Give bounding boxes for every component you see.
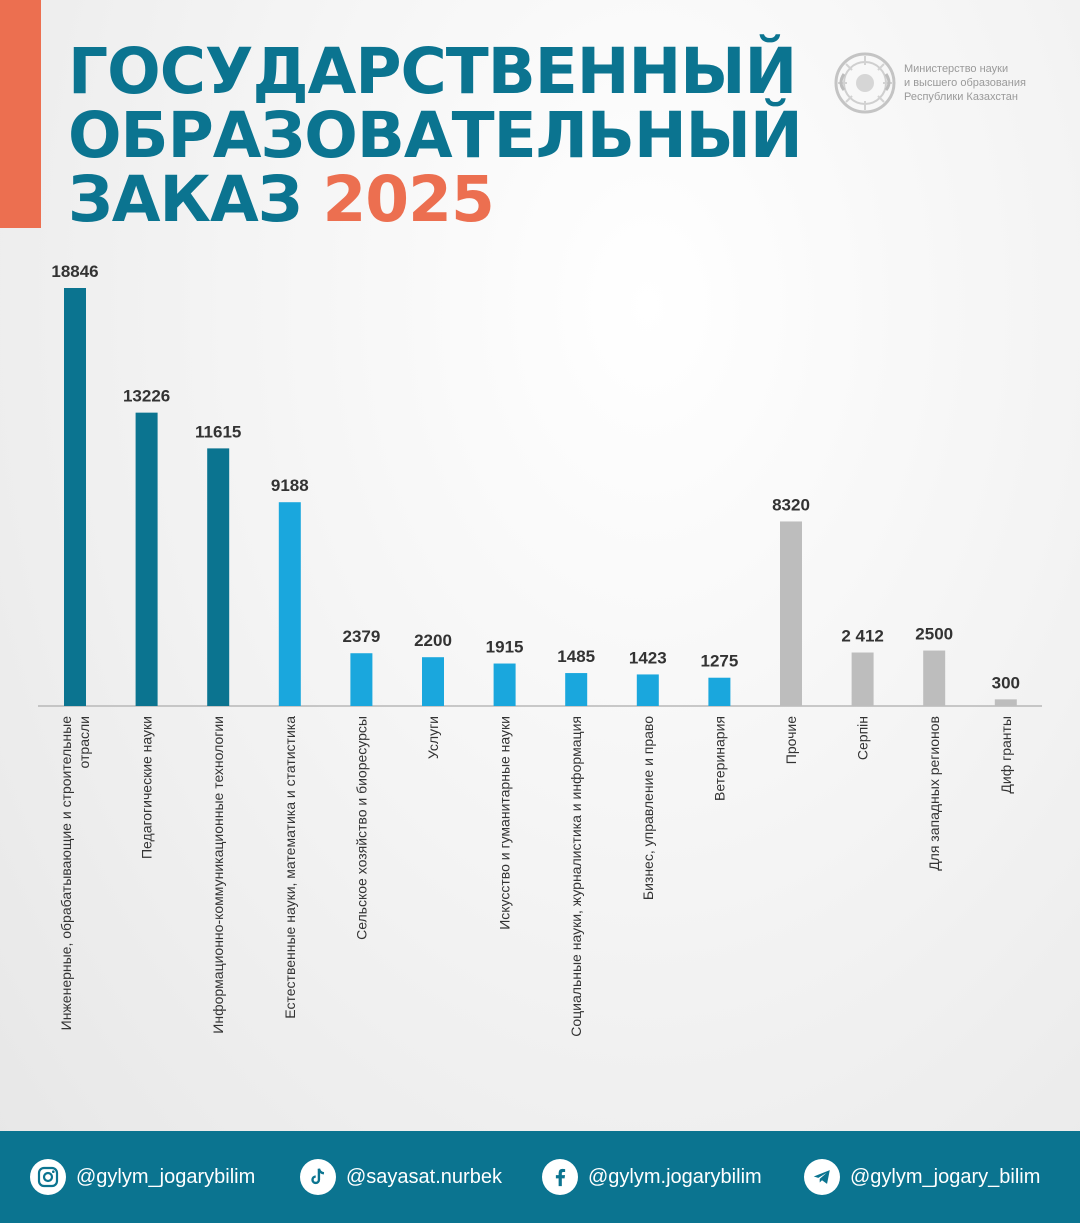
- bar: [494, 664, 516, 706]
- title-line-1: ГОСУДАРСТВЕННЫЙ: [68, 35, 797, 108]
- bar: [708, 678, 730, 706]
- category-label: Искусство и гуманитарные науки: [496, 716, 513, 930]
- bar: [852, 653, 874, 706]
- ministry-line-2: и высшего образования: [904, 77, 1026, 89]
- title-line-2: ОБРАЗОВАТЕЛЬНЫЙ: [68, 99, 802, 172]
- data-label: 13226: [122, 386, 171, 406]
- bar: [207, 448, 229, 706]
- bar: [565, 673, 587, 706]
- accent-bar: [0, 0, 41, 228]
- facebook-handle: @gylym.jogarybilim: [588, 1165, 762, 1188]
- category-label: Прочие: [783, 716, 799, 765]
- data-label: 1485: [557, 647, 596, 667]
- bar-chart: [0, 250, 1080, 1120]
- data-label: 9188: [270, 476, 309, 496]
- ministry-name: [904, 62, 1026, 104]
- bar: [136, 413, 158, 706]
- category-label: Серпін: [854, 716, 871, 761]
- bar: [64, 288, 86, 706]
- category-label: Услуги: [425, 716, 441, 760]
- category-label: Бизнес, управление и право: [639, 716, 656, 901]
- facebook-icon: [542, 1159, 578, 1195]
- telegram-link[interactable]: [804, 1159, 1040, 1195]
- category-label: Информационно-коммуникационные технологии: [210, 716, 227, 1034]
- category-label: Педагогические науки: [138, 716, 155, 860]
- page-title: [68, 35, 802, 236]
- state-emblem-icon: [834, 52, 896, 114]
- title-line-3: [68, 163, 802, 236]
- data-label: 1423: [628, 648, 667, 668]
- title-year: 2025: [322, 163, 494, 236]
- data-label: 300: [991, 673, 1020, 693]
- category-label: Для западных регионов: [926, 715, 943, 871]
- category-label: Ветеринария: [711, 716, 728, 802]
- tiktok-icon: [300, 1159, 336, 1195]
- bar: [422, 657, 444, 706]
- data-label: 18846: [51, 262, 99, 281]
- data-label: 2 412: [841, 626, 884, 646]
- category-label: Диф гранты: [997, 716, 1014, 794]
- instagram-handle: @gylym_jogarybilim: [76, 1165, 256, 1188]
- footer: [0, 1131, 1080, 1223]
- data-label: 2500: [915, 624, 954, 644]
- bar: [780, 521, 802, 706]
- bar: [637, 674, 659, 706]
- category-label: Инженерные, обрабатывающие и строительные: [58, 716, 74, 1031]
- tiktok-link[interactable]: [300, 1159, 502, 1195]
- data-label: 8320: [772, 495, 810, 515]
- ministry-line-1: Министерство науки: [904, 63, 1009, 75]
- data-label: 1275: [700, 651, 739, 671]
- bar: [350, 653, 372, 706]
- telegram-icon: [804, 1159, 840, 1195]
- telegram-handle: @gylym_jogary_bilim: [850, 1165, 1041, 1188]
- ministry-line-3: Республики Казахстан: [904, 91, 1018, 103]
- ministry-logo: [834, 52, 1026, 114]
- title-word-zakaz: ЗАКАЗ: [68, 163, 302, 236]
- instagram-link[interactable]: [30, 1159, 255, 1195]
- bar: [279, 502, 301, 706]
- data-label: 1915: [485, 637, 524, 657]
- bar: [923, 651, 945, 706]
- category-label: Сельское хозяйство и биоресурсы: [353, 716, 370, 940]
- tiktok-handle: @sayasat.nurbek: [346, 1165, 502, 1188]
- data-label: 2200: [414, 631, 452, 651]
- instagram-icon: [30, 1159, 66, 1195]
- facebook-link[interactable]: [542, 1159, 762, 1195]
- bar: [995, 699, 1017, 706]
- data-label: 2379: [342, 627, 381, 647]
- data-label: 11615: [195, 422, 242, 442]
- category-label: отрасли: [76, 716, 92, 769]
- category-label: Естественные науки, математика и статистика: [281, 716, 298, 1019]
- category-label: Социальные науки, журналистика и информация: [568, 716, 585, 1037]
